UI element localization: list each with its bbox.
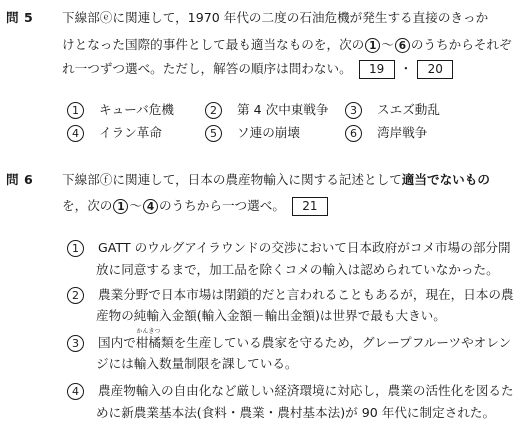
range-tilde: 〜 [381,37,394,52]
range-tilde: 〜 [129,198,142,214]
option-text-line-1: 農業分野で日本市場は閉鎖的だと言われることもあるが，現在，日本の農 [98,287,514,303]
choice-text: ソ連の崩壊 [237,125,300,141]
ruby-reading: かんきつ [136,328,161,336]
option-text: 国内で [98,335,136,351]
choice-number: 1 [67,102,84,119]
stem-text: 下線部ⓕに関連して，日本の農産物輸入に関する記述として [62,172,402,187]
range-start-number: 1 [365,38,380,53]
choice-1[interactable] [66,102,174,119]
answer-box-19[interactable]: 19 [359,60,395,79]
choice-text: キューバ危機 [99,102,174,118]
option-text: 類を生産している農家を守るため，グレープフルーツやオレン [160,335,512,351]
question-6-label: 問 6 [6,172,34,187]
choice-text: イラン革命 [99,125,162,141]
choice-2[interactable] [204,102,329,119]
choice-6[interactable] [344,125,427,142]
range-end-number: 6 [395,38,410,53]
option-text-line-1: 農産物輸入の自由化など厳しい経済環境に対応し，農業の活性化を図るた [98,383,514,399]
question-5-stem-line-2 [62,38,512,53]
option-2-line-2: 産物の純輸入金額(輸入金額－輸出金額)は世界で最も大きい。 [96,308,446,323]
choice-number: 3 [345,102,362,119]
ruby-base: 柑橘 [135,335,161,351]
choice-number: 2 [205,102,222,119]
choice-text: 第 4 次中東戦争 [237,102,329,118]
answer-box-21[interactable]: 21 [292,197,328,216]
option-number: 4 [67,383,84,400]
choice-text: スエズ動乱 [377,102,440,118]
stem-text: のうちからそれぞ [410,37,512,52]
range-start-number: 1 [113,199,128,214]
answer-separator: ・ [399,61,413,76]
option-3[interactable] [66,328,512,352]
stem-text: れ一つずつ選べ。ただし，解答の順序は問わない。 [62,61,352,77]
option-text-line-1 [98,328,512,351]
option-1[interactable] [66,240,511,257]
question-5-stem-line-1: 下線部ⓔに関連して，1970 年代の二度の石油危機が発生する直接のきっか [62,10,489,25]
choice-text: 湾岸戦争 [377,125,428,141]
choice-4[interactable] [66,125,162,142]
option-text-line-1: GATT のウルグアイラウンドの交渉において日本政府がコメ市場の部分開 [98,240,511,256]
option-number: 3 [67,335,84,352]
emphasis-not-appropriate: 適当でないもの [401,172,490,187]
answer-box-20[interactable]: 20 [417,60,453,79]
ruby-kankitsu [135,328,161,351]
choice-3[interactable] [344,102,440,119]
stem-text: のうちから一つ選べ。 [158,198,285,214]
option-4[interactable] [66,383,514,400]
stem-text: けとなった国際的事件として最も適当なものを，次の [62,37,365,52]
option-3-line-2: ジには輸入数量制限を課している。 [96,356,298,371]
choice-number: 5 [205,125,222,142]
option-1-line-2: 放に同意するまで，加工品を除くコメの輸入は認められていなかった。 [96,262,499,277]
option-2[interactable] [66,287,514,304]
option-number: 1 [67,240,84,257]
question-5-label: 問 5 [6,10,34,25]
choice-number: 6 [345,125,362,142]
question-6-stem-line-2 [62,197,331,216]
question-6-stem-line-1 [62,174,490,187]
option-number: 2 [67,287,84,304]
range-end-number: 4 [143,199,158,214]
choice-number: 4 [67,125,84,142]
choice-5[interactable] [204,125,300,142]
option-4-line-2: めに新農業基本法(食料・農業・農村基本法)が 90 年代に制定された。 [96,405,496,420]
question-5-stem-line-3 [62,60,456,79]
stem-text: を，次の [62,198,113,214]
